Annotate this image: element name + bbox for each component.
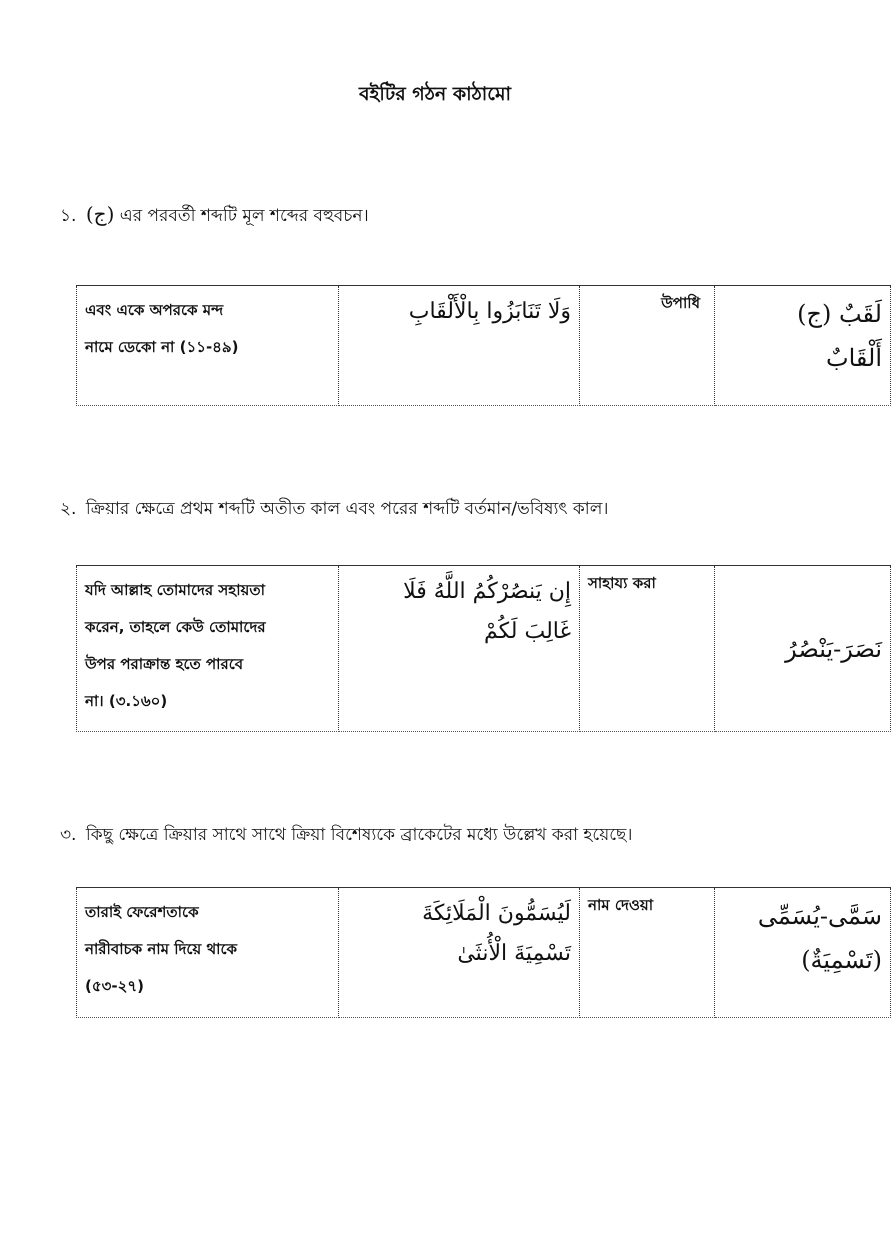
section-heading-text: ক্রিয়ার ক্ষেত্রে প্রথম শব্দটি অতীত কাল এবং পরের শব্দটি বর্তমান/ভবিষ্যৎ কাল। (85, 499, 609, 519)
meaning-line: (৫৩-২৭) (85, 977, 144, 995)
example-cell (339, 888, 580, 1018)
word-meaning: নাম দেওয়া (588, 896, 654, 914)
section-number: ৩. (60, 825, 77, 845)
example-cell (339, 286, 580, 406)
meaning-line: নারীবাচক নাম দিয়ে থাকে (85, 940, 238, 958)
section-heading-2 (60, 496, 820, 524)
meaning-line: এবং একে অপরকে মন্দ (85, 301, 224, 319)
example-line: وَلَا تَنَابَزُوا بِالْأَلْقَابِ (408, 299, 571, 324)
root-line: أَلْقَابٌ (825, 344, 882, 372)
vocab-table-2 (76, 565, 891, 732)
word-meaning: সাহায্য করা (588, 574, 656, 592)
word-meaning-cell (580, 286, 715, 406)
plural-marker: (ج) (85, 202, 115, 226)
root-line: لَقَبٌ (ج) (797, 300, 882, 328)
vocab-table-1 (76, 285, 891, 406)
section-number: ১. (60, 206, 77, 226)
root-line: (تَسْمِيَةٌ) (801, 946, 882, 974)
meaning-line: তারাই ফেরেশতাকে (85, 903, 199, 921)
meaning-line: করেন, তাহলে কেউ তোমাদের (85, 618, 266, 636)
meaning-line: উপর পরাক্রান্ত হতে পারবে (85, 655, 244, 673)
word-meaning: উপাধি (661, 294, 700, 312)
example-line: إِن يَنصُرْكُمُ اللَّهُ فَلَا (403, 579, 571, 604)
table-row (77, 566, 891, 732)
word-meaning-cell (580, 888, 715, 1018)
root-word-cell (715, 888, 891, 1018)
root-word-cell (715, 566, 891, 732)
section-heading-text: কিছু ক্ষেত্রে ক্রিয়ার সাথে সাথে ক্রিয়া বিশেষ্যকে ব্রাকেটের মধ্যে উল্লেখ করা হয়েছে। (85, 825, 633, 845)
meaning-cell (77, 566, 339, 732)
section-heading-text: এর পরবর্তী শব্দটি মূল শব্দের বহুবচন। (119, 206, 369, 226)
meaning-line: যদি আল্লাহ তোমাদের সহায়তা (85, 581, 265, 599)
section-number: ২. (60, 499, 77, 519)
example-line: غَالِبَ لَكُمْ (483, 619, 571, 644)
table-row (77, 888, 891, 1018)
meaning-cell (77, 286, 339, 406)
meaning-cell (77, 888, 339, 1018)
vocab-table-3 (76, 887, 891, 1018)
table-row (77, 286, 891, 406)
page-title: বইটির গঠন কাঠামো (358, 83, 512, 105)
root-line: نَصَرَ-يَنْصُرُ (785, 634, 882, 663)
root-word-cell (715, 286, 891, 406)
root-line: سَمَّى-يُسَمِّى (757, 902, 882, 930)
example-line: تَسْمِيَةَ الْأُنثَىٰ (457, 941, 571, 966)
meaning-line: নামে ডেকো না (১১-৪৯) (85, 338, 239, 356)
example-line: لَيُسَمُّونَ الْمَلَائِكَةَ (422, 901, 571, 926)
example-cell (339, 566, 580, 732)
meaning-line: না। (৩.১৬০) (85, 692, 168, 710)
section-heading-1 (60, 202, 820, 231)
word-meaning-cell (580, 566, 715, 732)
section-heading-3 (60, 822, 820, 850)
